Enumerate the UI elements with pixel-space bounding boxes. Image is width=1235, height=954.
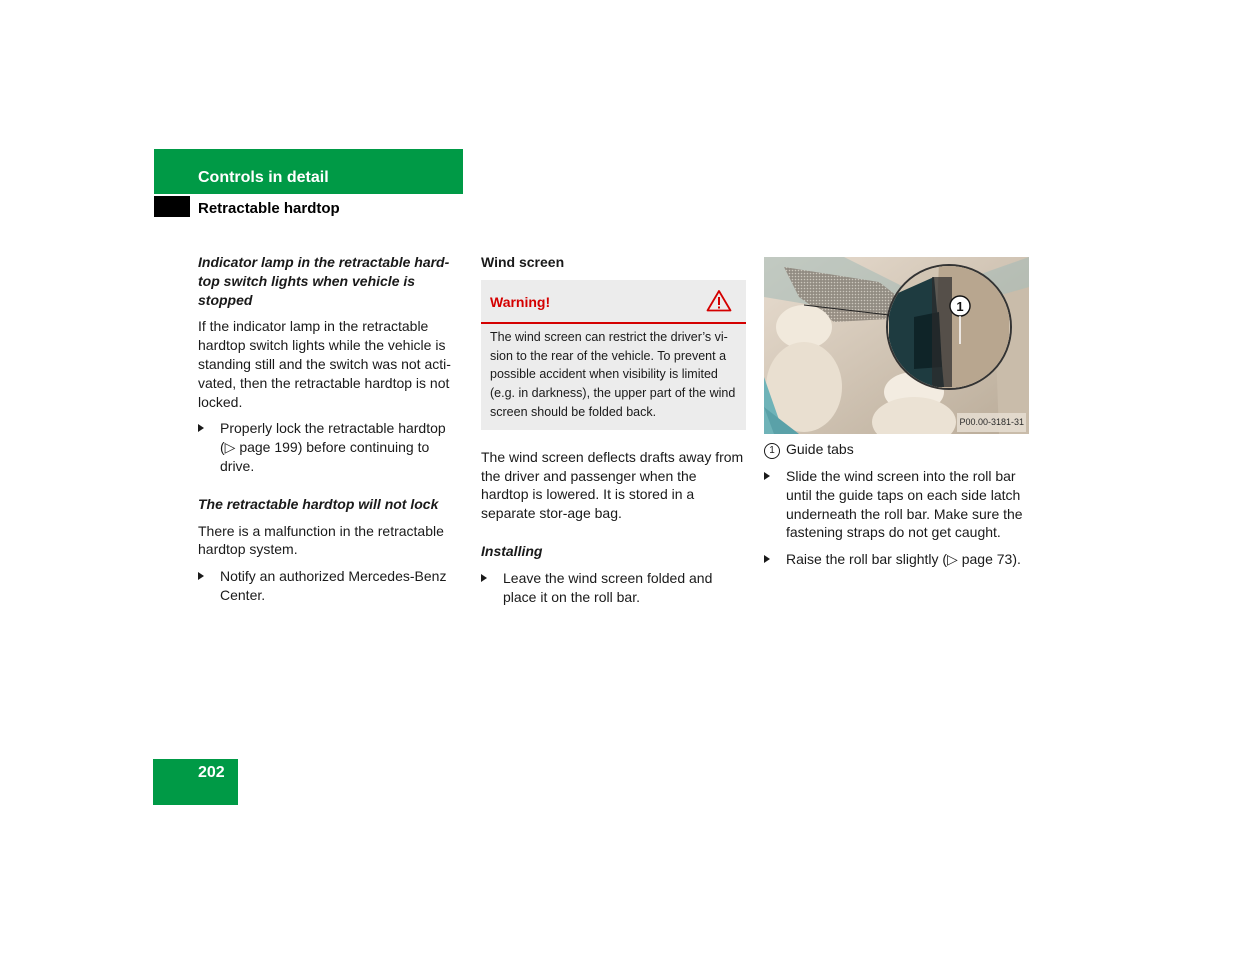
bullet-notify-center bbox=[198, 567, 460, 605]
page-number-box bbox=[153, 759, 238, 805]
warning-title: Warning! bbox=[490, 293, 551, 310]
warning-text: The wind screen can restrict the driver’s vi-sion to the rear of the vehicle. To prevent a possible accident when visibility is limited (e.g. in darkness), the upper part of the wind screen should be folded back. bbox=[490, 329, 736, 419]
legend-number: 1 bbox=[764, 443, 780, 459]
bullet-arrow-icon bbox=[198, 572, 204, 580]
bullet-arrow-icon bbox=[764, 555, 770, 563]
column-right bbox=[764, 257, 1029, 577]
heading-installing: Installing bbox=[481, 542, 543, 559]
warning-header bbox=[481, 280, 746, 324]
figure-legend bbox=[764, 440, 1029, 459]
page-number: 202 bbox=[198, 764, 225, 781]
bullet-lock-hardtop bbox=[198, 419, 460, 475]
bullet-text: Raise the roll bar slightly (▷ page 73). bbox=[786, 551, 1021, 568]
bullet-raise-roll-bar bbox=[764, 550, 1029, 569]
bullet-text: Notify an authorized Mercedes-Benz Center. bbox=[220, 568, 447, 603]
bullet-arrow-icon bbox=[198, 424, 204, 432]
heading-indicator-lamp: Indicator lamp in the retractable hard-top switch lights when vehicle is stopped bbox=[198, 254, 450, 308]
bullet-arrow-icon bbox=[481, 574, 487, 582]
column-middle bbox=[481, 253, 746, 614]
subsection-marker bbox=[154, 196, 190, 217]
section-title: Controls in detail bbox=[198, 169, 329, 186]
bullet-arrow-icon bbox=[764, 472, 770, 480]
callout-number: 1 bbox=[956, 299, 964, 314]
wind-screen-figure bbox=[764, 257, 1029, 434]
bullet-text: Slide the wind screen into the roll bar until the guide taps on each side latch underneath the roll bar. Make sure the fastening straps do not get caught. bbox=[786, 468, 1023, 541]
bullet-slide-wind-screen bbox=[764, 467, 1029, 542]
column-left bbox=[198, 253, 460, 613]
subsection-title: Retractable hardtop bbox=[198, 200, 340, 217]
paragraph-malfunction: There is a malfunction in the retractable hardtop system. bbox=[198, 522, 444, 558]
bullet-text: Properly lock the retractable hardtop (▷ page 199) before continuing to drive. bbox=[220, 420, 446, 474]
heading-wind-screen: Wind screen bbox=[481, 254, 565, 270]
heading-will-not-lock: The retractable hardtop will not lock bbox=[198, 495, 439, 512]
car-interior-illustration bbox=[764, 257, 1029, 434]
figure-code: P00.00-3181-31 bbox=[957, 413, 1026, 432]
warning-box bbox=[481, 280, 746, 430]
bullet-text: Leave the wind screen folded and place it on the roll bar. bbox=[503, 569, 713, 605]
paragraph-indicator-lamp: If the indicator lamp in the retractable hardtop switch lights while the vehicle is standing still and the switch was not acti-vated, then the retractable hardtop is not locked. bbox=[198, 318, 451, 410]
warning-triangle-icon bbox=[706, 289, 732, 317]
paragraph-wind-screen: The wind screen deflects drafts away from the driver and passenger when the hardtop is lowered. It is stored in a separate stor-age bag. bbox=[481, 448, 744, 522]
bullet-place-wind-screen bbox=[481, 569, 746, 607]
legend-label: Guide tabs bbox=[786, 441, 854, 457]
